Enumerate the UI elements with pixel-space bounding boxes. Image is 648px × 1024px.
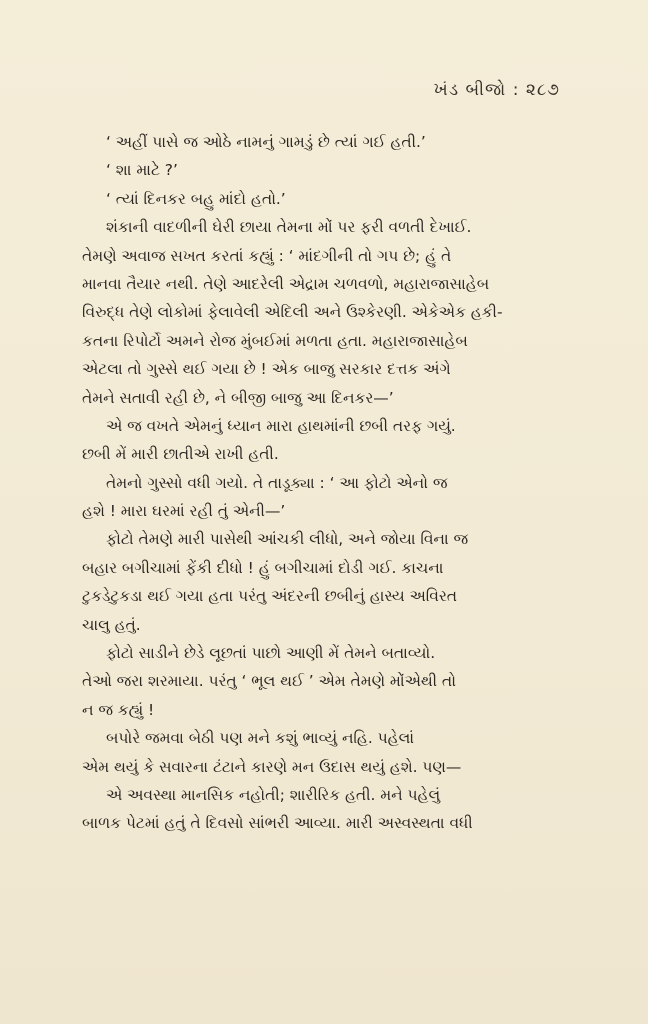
text-line: ‘ અહીં પાસે જ ઓઠે નામનું ગામડું છે ત્યાં ગઈ હતી.’ [106, 133, 426, 151]
text-line: બહાર બગીચામાં ફેંકી દીધો ! હું બગીચામાં દોડી ગઈ. કાચના [82, 558, 444, 577]
text-line: એટલા તો ગુસ્સે થઈ ગયા છે ! એક બાજુ સરકાર દત્તક અંગે [82, 360, 451, 379]
text-line: ‘ ત્યાં દિનકર બહુ માંદો હતો.’ [106, 189, 286, 208]
text-line: ફોટો તેમણે મારી પાસેથી આંચકી લીધો, અને જોયા વિના જ [106, 530, 469, 549]
running-header: ખંડ બીજો : ૨૮૭ [433, 80, 560, 100]
text-line: તેમનો ગુસ્સો વધી ગયો. તે તાડૂક્યા : ‘ આ ફોટો એનો જ [106, 473, 448, 492]
text-line: બપોરે જમવા બેઠી પણ મને કશું ભાવ્યું નહિ. પહેલાં [106, 729, 414, 748]
text-line: એ જ વખતે એમનું ધ્યાન મારા હાથમાંની છબી તરફ ગયું. [106, 416, 456, 435]
text-line: ટુકડેટુકડા થઈ ગયા હતા પરંતુ અંદરની છબીનું હાસ્ય અવિરત [82, 587, 458, 606]
text-line: તેમણે અવાજ સખત કરતાં કહ્યું : ‘ માંદગીની તો ગપ છે; હું તે [82, 246, 452, 265]
text-line: માનવા તૈયાર નથી. તેણે આદરેલી એદ્રામ ચળવળો, મહારાજાસાહેબ [82, 274, 490, 293]
text-line: ‘ શા માટે ?’ [106, 161, 178, 180]
text-line: હશે ! મારા ઘરમાં રહી તું એની—’ [82, 502, 286, 521]
body-text [82, 128, 582, 838]
text-line: એ અવસ્થા માનસિક નહોતી; શારીરિક હતી. મને પહેલું [106, 785, 441, 804]
text-line: એમ થયું કે સવારના ટંટાને કારણે મન ઉદાસ થયું હશે. પણ— [82, 757, 462, 776]
text-line: તેઓ જરા શરમાયા. પરંતુ ‘ ભૂલ થઈ ’ એમ તેમણે મોંએથી તો [82, 672, 456, 691]
text-line: ચાલુ હતું. [82, 615, 141, 634]
text-line: બાળક પેટમાં હતું તે દિવસો સાંભરી આવ્યા. મારી અસ્વસ્થતા વધી [82, 814, 473, 833]
text-line: ફોટો સાડીને છેડે લૂછતાં પાછો આણી મેં તેમને બતાવ્યો. [106, 644, 436, 663]
text-line: ન જ કહ્યું ! [82, 700, 155, 719]
text-line: છબી મેં મારી છાતીએ રાખી હતી. [82, 445, 279, 464]
text-line: શંકાની વાદળીની ઘેરી છાયા તેમના મોં પર ફરી વળતી દેખાઈ. [106, 218, 472, 237]
text-line: કતના રિપોર્ટો અમને રોજ મુંબઈમાં મળતા હતા. મહારાજાસાહેબ [82, 331, 468, 350]
text-line: તેમને સતાવી રહી છે, ને બીજી બાજુ આ દિનકર—’ [82, 388, 394, 407]
text-line: વિરુદ્ધ તેણે લોકોમાં ફેલાવેલી એદિલી અને ઉશ્કેરણી. એકેએક હકી- [82, 303, 503, 322]
